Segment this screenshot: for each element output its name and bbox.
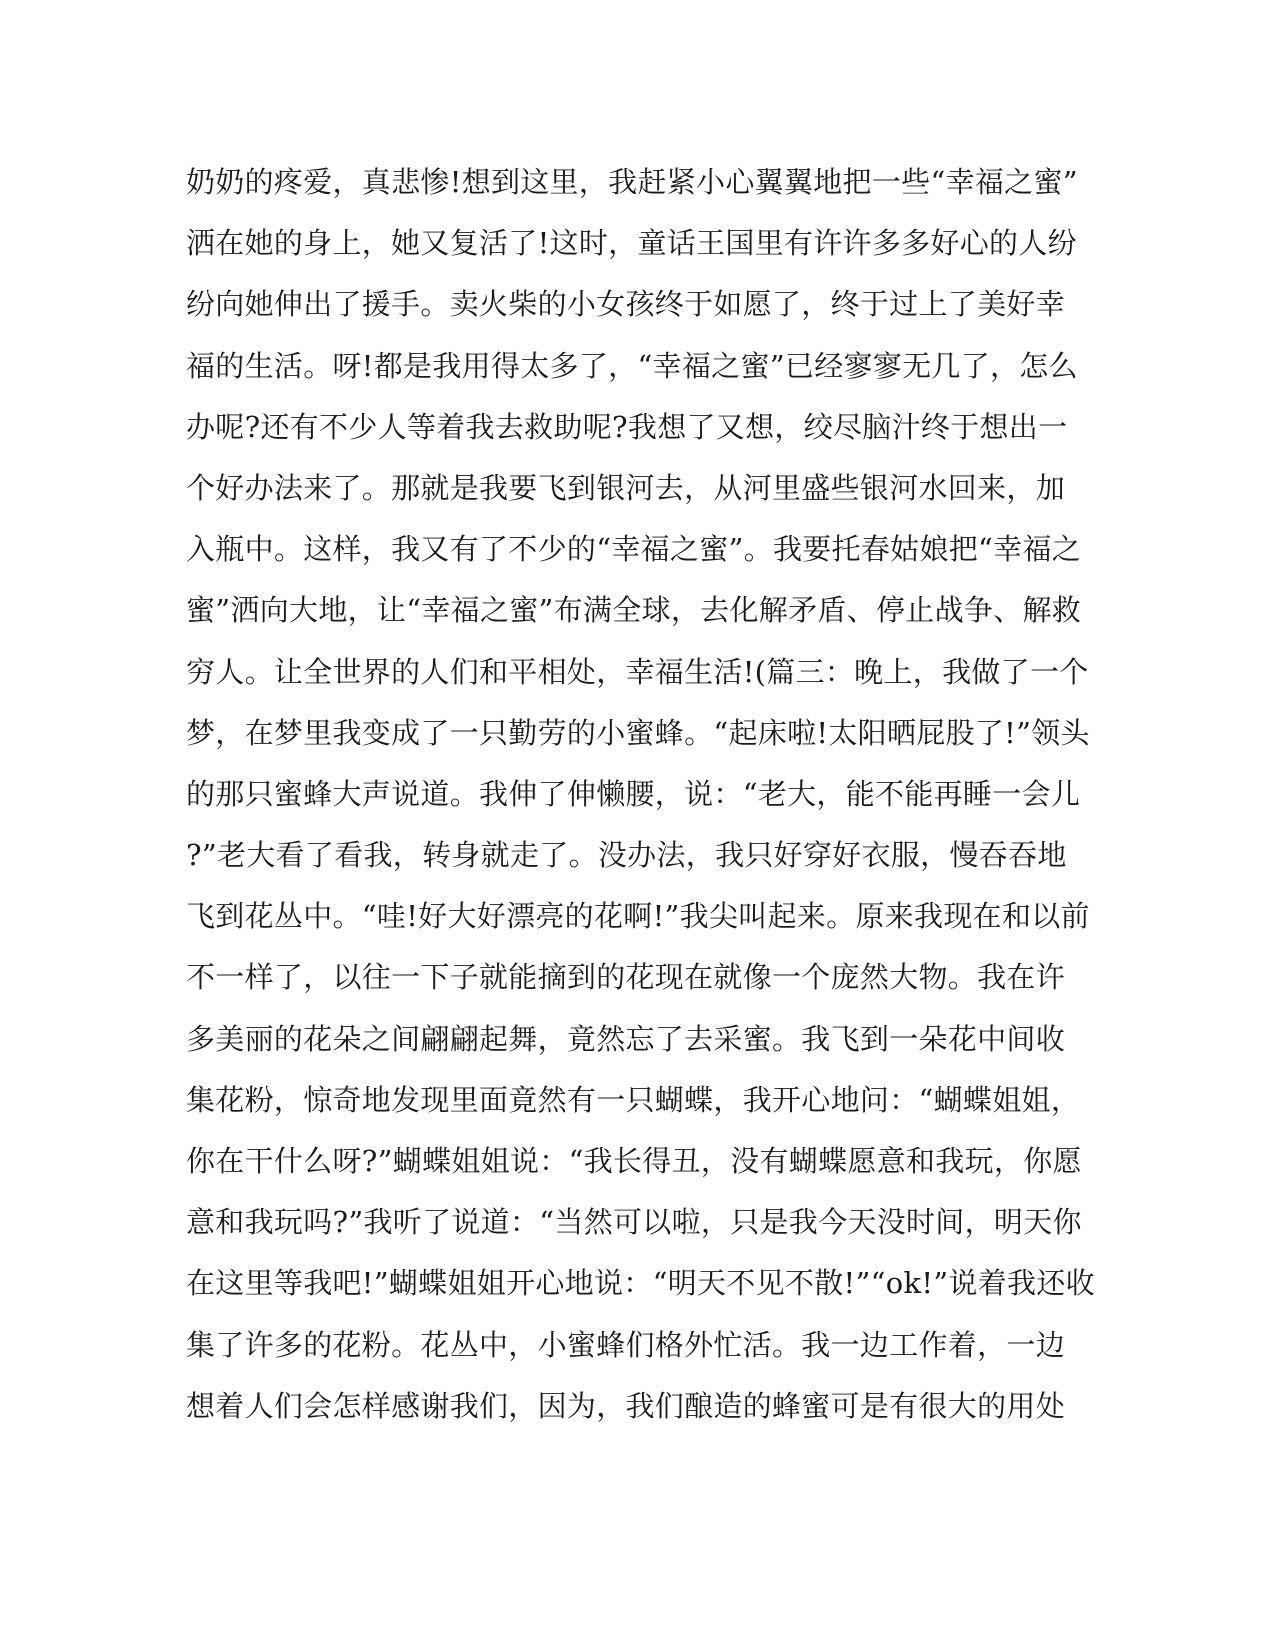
text-line: 你在干什么呀?”蝴蝶姐姐说：“我长得丑，没有蝴蝶愿意和我玩，你愿 bbox=[186, 1144, 1082, 1178]
text-line: 集了许多的花粉。花丛中，小蜜蜂们格外忙活。我一边工作着，一边 bbox=[186, 1327, 1066, 1362]
body-text bbox=[186, 152, 1095, 1437]
text-line: 想着人们会怎样感谢我们，因为，我们酿造的蜂蜜可是有很大的用处 bbox=[186, 1388, 1066, 1423]
text-line: 福的生活。呀!都是我用得太多了，“幸福之蜜”已经寥寥无几了，怎么 bbox=[186, 348, 1078, 383]
text-line: 洒在她的身上，她又复活了!这时，童话王国里有许许多多好心的人纷 bbox=[186, 226, 1077, 261]
text-line: 意和我玩吗?”我听了说道：“当然可以啦，只是我今天没时间，明天你 bbox=[186, 1205, 1082, 1240]
text-line: ?”老大看了看我，转身就走了。没办法，我只好穿好衣服，慢吞吞地 bbox=[186, 838, 1067, 873]
text-line: 入瓶中。这样，我又有了不少的“幸福之蜜”。我要托春姑娘把“幸福之 bbox=[186, 532, 1082, 567]
text-line: 飞到花丛中。“哇!好大好漂亮的花啊!”我尖叫起来。原来我现在和以前 bbox=[186, 899, 1090, 934]
text-line: 在这里等我吧!”蝴蝶姐姐开心地说：“明天不见不散!”“ok!”说着我还收 bbox=[186, 1266, 1095, 1301]
text-line: 的那只蜜蜂大声说道。我伸了伸懒腰，说：“老大，能不能再睡一会儿 bbox=[186, 776, 1081, 811]
text-line: 穷人。让全世界的人们和平相处，幸福生活!(篇三：晚上，我做了一个 bbox=[186, 654, 1089, 689]
text-line: 不一样了，以往一下子就能摘到的花现在就像一个庞然大物。我在许 bbox=[186, 960, 1066, 995]
text-line: 多美丽的花朵之间翩翩起舞，竟然忘了去采蜜。我飞到一朵花中间收 bbox=[186, 1021, 1066, 1056]
text-line: 梦，在梦里我变成了一只勤劳的小蜜蜂。“起床啦!太阳晒屁股了!”领头 bbox=[186, 715, 1090, 750]
text-line: 集花粉，惊奇地发现里面竟然有一只蝴蝶，我开心地问：“蝴蝶姐姐， bbox=[186, 1082, 1081, 1117]
text-line: 办呢?还有不少人等着我去救助呢?我想了又想，绞尽脑汁终于想出一 bbox=[186, 409, 1068, 444]
text-line: 奶奶的疼爱，真悲惨!想到这里，我赶紧小心翼翼地把一些“幸福之蜜” bbox=[186, 165, 1078, 199]
text-line: 蜜”洒向大地，让“幸福之蜜”布满全球，去化解矛盾、停止战争、解救 bbox=[186, 593, 1082, 628]
text-line: 个好办法来了。那就是我要飞到银河去，从河里盛些银河水回来，加 bbox=[186, 470, 1066, 505]
text-line: 纷向她伸出了援手。卖火柴的小女孩终于如愿了，终于过上了美好幸 bbox=[186, 287, 1066, 322]
